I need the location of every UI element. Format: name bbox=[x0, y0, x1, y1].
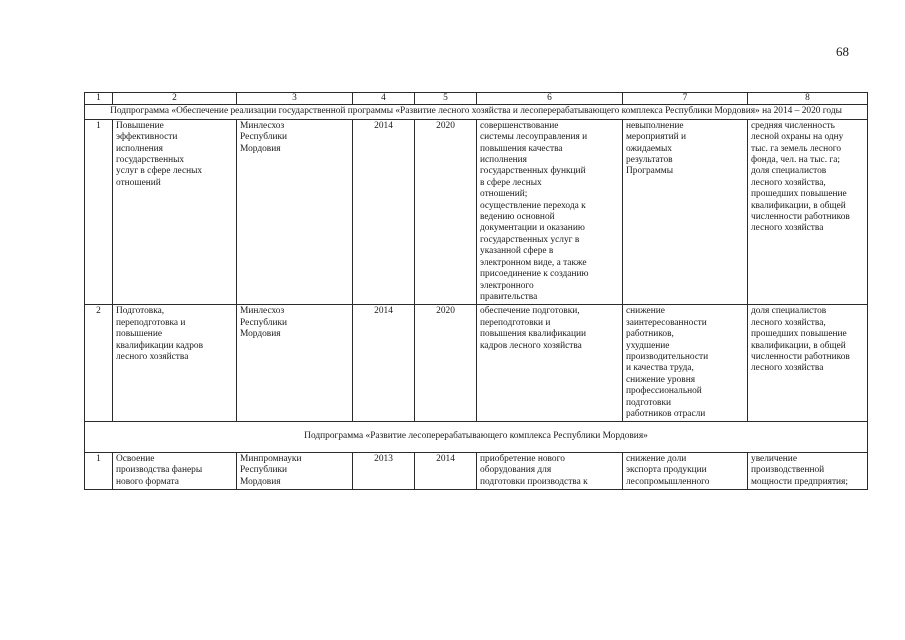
subprogram-row bbox=[85, 422, 868, 452]
end-year: 2020 bbox=[415, 119, 477, 305]
header-cell: 3 bbox=[237, 93, 353, 105]
subprogram-title: Подпрограмма «Развитие лесоперерабатывающего комплекса Республики Мордовия» bbox=[85, 422, 868, 452]
start-year: 2013 bbox=[353, 452, 415, 489]
consequences: невыполнение мероприятий и ожидаемых результатов Программы bbox=[623, 119, 748, 305]
header-cell: 8 bbox=[748, 93, 868, 105]
start-year: 2014 bbox=[353, 305, 415, 422]
consequences: снижение доли экспорта продукции лесопромышленного bbox=[623, 452, 748, 489]
executor: Минлесхоз Республики Мордовия bbox=[237, 305, 353, 422]
header-cell: 7 bbox=[623, 93, 748, 105]
consequences: снижение заинтересованности работников, ухудшение производительности и качества труда, снижение уровня профессиональной подготовки работников отрасли bbox=[623, 305, 748, 422]
executor: Минлесхоз Республики Мордовия bbox=[237, 119, 353, 305]
table-row bbox=[85, 305, 868, 422]
header-cell: 5 bbox=[415, 93, 477, 105]
indicator: доля специалистов лесного хозяйства, прошедших повышение квалификации, в общей численности работников лесного хозяйства bbox=[748, 305, 868, 422]
measure-name: Освоение производства фанеры нового формата bbox=[113, 452, 237, 489]
subprogram-title: Подпрограмма «Обеспечение реализации государственной программы «Развитие лесного хозяйства и лесоперерабатывающего комплекса Республики Мордовия» на 2014 – 2020 годы bbox=[85, 105, 868, 119]
program-table bbox=[84, 92, 868, 490]
row-number: 1 bbox=[85, 452, 113, 489]
row-number: 2 bbox=[85, 305, 113, 422]
expected-result: обеспечение подготовки, переподготовки и повышения квалификации кадров лесного хозяйства bbox=[477, 305, 623, 422]
header-row bbox=[85, 93, 868, 105]
row-number: 1 bbox=[85, 119, 113, 305]
expected-result: совершенствование системы лесоуправления и повышения качества исполнения государственных функций в сфере лесных отношений; осуществление перехода к ведению основной документации и оказанию государственных услуг в указанной сфере в электронном виде, а также присоединение к созданию электронного правительства bbox=[477, 119, 623, 305]
end-year: 2014 bbox=[415, 452, 477, 489]
header-cell: 6 bbox=[477, 93, 623, 105]
subprogram-row bbox=[85, 105, 868, 119]
indicator: средняя численность лесной охраны на одну тыс. га земель лесного фонда, чел. на тыс. га; доля специалистов лесного хозяйства, прошедших повышение квалификации, в общей численности работников лесного хозяйства bbox=[748, 119, 868, 305]
end-year: 2020 bbox=[415, 305, 477, 422]
table-row bbox=[85, 119, 868, 305]
measure-name: Повышение эффективности исполнения государственных услуг в сфере лесных отношений bbox=[113, 119, 237, 305]
page-number: 68 bbox=[836, 44, 849, 59]
table-row bbox=[85, 452, 868, 489]
indicator: увеличение производственной мощности предприятия; bbox=[748, 452, 868, 489]
header-cell: 4 bbox=[353, 93, 415, 105]
start-year: 2014 bbox=[353, 119, 415, 305]
expected-result: приобретение нового оборудования для подготовки производства к bbox=[477, 452, 623, 489]
measure-name: Подготовка, переподготовка и повышение квалификации кадров лесного хозяйства bbox=[113, 305, 237, 422]
executor: Минпромнауки Республики Мордовия bbox=[237, 452, 353, 489]
header-cell: 1 bbox=[85, 93, 113, 105]
header-cell: 2 bbox=[113, 93, 237, 105]
